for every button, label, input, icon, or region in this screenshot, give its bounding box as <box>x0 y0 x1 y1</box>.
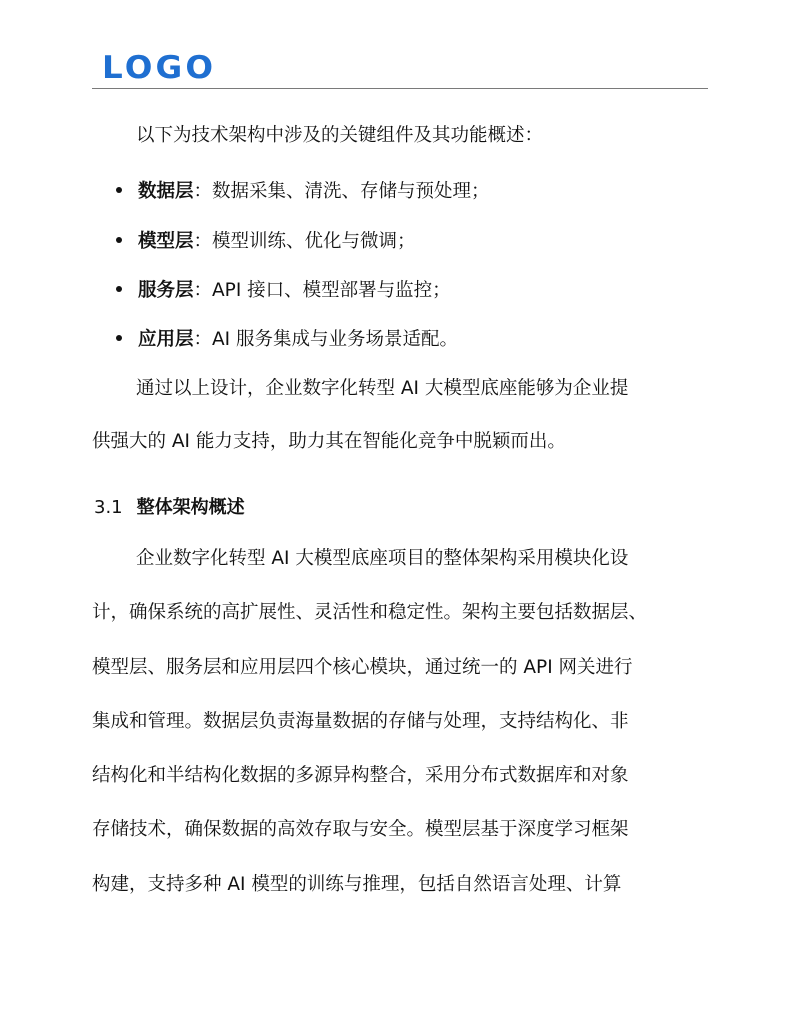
list-item-term: 服务层 <box>138 280 194 301</box>
bullet-icon <box>116 286 122 292</box>
list-item-desc: ：模型训练、优化与微调； <box>193 231 416 252</box>
section-heading <box>94 496 245 520</box>
list-item-desc: ：AI 服务集成与业务场景适配。 <box>193 329 459 350</box>
list-item-desc: ：API 接口、模型部署与监控； <box>193 280 451 301</box>
list-item-term: 模型层 <box>138 231 194 252</box>
body-line: 结构化和半结构化数据的多源异构整合，采用分布式数据库和对象 <box>92 765 629 786</box>
section-number: 3.1 <box>94 497 123 518</box>
list-item-term: 应用层 <box>138 329 194 350</box>
list-item <box>116 230 416 254</box>
summary-line: 通过以上设计，企业数字化转型 AI 大模型底座能够为企业提 <box>136 378 629 399</box>
list-item <box>116 279 451 303</box>
list-item <box>116 328 458 352</box>
list-item <box>116 180 490 204</box>
page-header <box>92 50 708 89</box>
body-line: 企业数字化转型 AI 大模型底座项目的整体架构采用模块化设 <box>136 548 629 569</box>
list-item-term: 数据层 <box>138 181 194 202</box>
bullet-icon <box>116 187 122 193</box>
bullet-icon <box>116 237 122 243</box>
intro-paragraph: 以下为技术架构中涉及的关键组件及其功能概述： <box>136 125 544 146</box>
body-line: 构建，支持多种 AI 模型的训练与推理，包括自然语言处理、计算 <box>92 874 622 895</box>
section-title: 整体架构概述 <box>136 497 245 518</box>
body-line: 计，确保系统的高扩展性、灵活性和稳定性。架构主要包括数据层、 <box>92 602 648 623</box>
list-item-desc: ：数据采集、清洗、存储与预处理； <box>193 181 490 202</box>
summary-line: 供强大的 AI 能力支持，助力其在智能化竞争中脱颖而出。 <box>92 431 566 452</box>
body-line: 模型层、服务层和应用层四个核心模块，通过统一的 API 网关进行 <box>92 657 633 678</box>
bullet-icon <box>116 335 122 341</box>
body-line: 集成和管理。数据层负责海量数据的存储与处理，支持结构化、非 <box>92 711 629 732</box>
body-line: 存储技术，确保数据的高效存取与安全。模型层基于深度学习框架 <box>92 819 629 840</box>
logo: LOGO <box>102 50 217 86</box>
